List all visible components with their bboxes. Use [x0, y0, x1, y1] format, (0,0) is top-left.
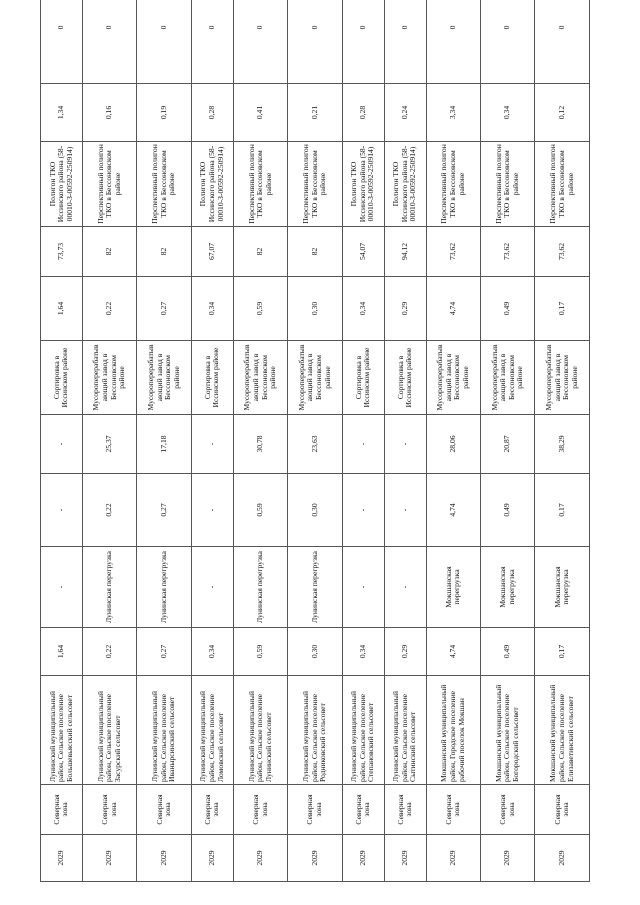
year-cell: 2029 — [342, 835, 384, 882]
year-cell: 2029 — [137, 835, 191, 882]
municipality-cell: Лунинский муниципальный район, Сельское поселение Ломовский сельсовет — [191, 676, 233, 785]
processing-mass-cell: 4,74 — [426, 277, 480, 341]
distance-to-processing-cell: 28,06 — [426, 415, 480, 474]
processing-mass-cell: 0,30 — [288, 277, 342, 341]
disposal-mass-cell: 0,19 — [137, 84, 191, 142]
processing-facility-cell: Сортировка в Иссинском районе — [384, 341, 426, 415]
table-row — [426, 0, 480, 882]
transfer-mass-cell: - — [342, 474, 384, 547]
disposal-site-cell: Полигон ТКО Иссинского района (58-00010-З-00592-250914) — [342, 142, 384, 227]
extra-value-cell: 0 — [481, 0, 535, 84]
disposal-site-cell: Перспективный полигон ТКО в Бессоновском районе — [82, 142, 136, 227]
table-row — [41, 0, 83, 882]
distance-to-processing-cell: - — [41, 415, 83, 474]
distance-to-disposal-cell: 73,73 — [41, 227, 83, 277]
table-row — [82, 0, 136, 882]
distance-to-disposal-cell: 67,07 — [191, 227, 233, 277]
distance-to-processing-cell: - — [342, 415, 384, 474]
zone-cell: Северная зона — [288, 785, 342, 835]
processing-facility-cell: Мусороперерабатывающий завод в Бессоновском районе — [481, 341, 535, 415]
municipality-cell: Лунинский муниципальный район, Сельское поселение Родниковский сельсовет — [288, 676, 342, 785]
distance-to-disposal-cell: 73,62 — [481, 227, 535, 277]
transfer-station-cell: Мокшанская перегрузка — [481, 547, 535, 628]
processing-mass-cell: 0,22 — [82, 277, 136, 341]
transfer-station-cell: Лунинская перегрузка — [288, 547, 342, 628]
transfer-station-cell: Лунинская перегрузка — [233, 547, 287, 628]
transfer-mass-cell: 0,22 — [82, 474, 136, 547]
processing-mass-cell: 0,59 — [233, 277, 287, 341]
processing-mass-cell: 0,34 — [342, 277, 384, 341]
year-cell: 2029 — [233, 835, 287, 882]
zone-cell: Северная зона — [535, 785, 590, 835]
disposal-mass-cell: 3,34 — [426, 84, 480, 142]
mass-cell: 0,17 — [535, 628, 590, 676]
transfer-station-cell: Лунинская перегрузка — [82, 547, 136, 628]
processing-mass-cell: 0,34 — [191, 277, 233, 341]
mass-cell: 0,59 — [233, 628, 287, 676]
table-row — [481, 0, 535, 882]
distance-to-disposal-cell: 73,62 — [426, 227, 480, 277]
zone-cell: Северная зона — [233, 785, 287, 835]
transfer-mass-cell: 0,17 — [535, 474, 590, 547]
zone-cell: Северная зона — [384, 785, 426, 835]
disposal-site-cell: Полигон ТКО Иссинского района (58-00010-З-00592-250914) — [384, 142, 426, 227]
extra-value-cell: 0 — [535, 0, 590, 84]
municipality-cell: Лунинский муниципальный район, Сельское поселение Степановский сельсовет — [342, 676, 384, 785]
transfer-mass-cell: - — [41, 474, 83, 547]
processing-mass-cell: 0,27 — [137, 277, 191, 341]
table-row — [342, 0, 384, 882]
transfer-mass-cell: - — [384, 474, 426, 547]
distance-to-disposal-cell: 82 — [137, 227, 191, 277]
processing-facility-cell: Мусороперерабатывающий завод в Бессоновском районе — [426, 341, 480, 415]
municipality-cell: Лунинский муниципальный район, Сельское поселение Лунинский сельсовет — [233, 676, 287, 785]
year-cell: 2029 — [481, 835, 535, 882]
zone-cell: Северная зона — [426, 785, 480, 835]
distance-to-processing-cell: - — [191, 415, 233, 474]
year-cell: 2029 — [82, 835, 136, 882]
disposal-site-cell: Полигон ТКО Иссинского района (58-00010-З-00592-250914) — [41, 142, 83, 227]
transfer-station-cell: Мокшанская перегрузка — [426, 547, 480, 628]
mass-cell: 0,34 — [342, 628, 384, 676]
processing-mass-cell: 1,64 — [41, 277, 83, 341]
disposal-site-cell: Перспективный полигон ТКО в Бессоновском районе — [426, 142, 480, 227]
zone-cell: Северная зона — [191, 785, 233, 835]
extra-value-cell: 0 — [384, 0, 426, 84]
distance-to-processing-cell: 23,63 — [288, 415, 342, 474]
extra-value-cell: 0 — [342, 0, 384, 84]
disposal-site-cell: Перспективный полигон ТКО в Бессоновском районе — [481, 142, 535, 227]
distance-to-disposal-cell: 82 — [82, 227, 136, 277]
transfer-mass-cell: 4,74 — [426, 474, 480, 547]
transfer-station-cell: - — [342, 547, 384, 628]
municipality-cell: Мокшанский муниципальный район, Городское поселение рабочий поселок Мокшан — [426, 676, 480, 785]
mass-cell: 0,29 — [384, 628, 426, 676]
municipality-cell: Лунинский муниципальный район, Сельское поселение Засурский сельсовет — [82, 676, 136, 785]
distance-to-processing-cell: 25,37 — [82, 415, 136, 474]
table-row — [288, 0, 342, 882]
distance-to-disposal-cell: 82 — [233, 227, 287, 277]
processing-facility-cell: Мусороперерабатывающий завод в Бессоновском районе — [535, 341, 590, 415]
year-cell: 2029 — [41, 835, 83, 882]
transfer-mass-cell: - — [191, 474, 233, 547]
year-cell: 2029 — [288, 835, 342, 882]
extra-value-cell: 0 — [137, 0, 191, 84]
disposal-mass-cell: 0,34 — [481, 84, 535, 142]
transfer-station-cell: Мокшанская перегрузка — [535, 547, 590, 628]
distance-to-processing-cell: - — [384, 415, 426, 474]
distance-to-processing-cell: 20,87 — [481, 415, 535, 474]
processing-mass-cell: 0,49 — [481, 277, 535, 341]
year-cell: 2029 — [535, 835, 590, 882]
zone-cell: Северная зона — [342, 785, 384, 835]
transfer-mass-cell: 0,59 — [233, 474, 287, 547]
disposal-mass-cell: 0,16 — [82, 84, 136, 142]
municipality-cell: Лунинский муниципальный район, Сельское поселение Сытинский сельсовет — [384, 676, 426, 785]
mass-cell: 0,49 — [481, 628, 535, 676]
transfer-station-cell: Лунинская перегрузка — [137, 547, 191, 628]
distance-to-disposal-cell: 54,07 — [342, 227, 384, 277]
disposal-site-cell: Перспективный полигон ТКО в Бессоновском районе — [288, 142, 342, 227]
year-cell: 2029 — [191, 835, 233, 882]
municipality-cell: Мокшанский муниципальный район, Сельское поселение Богородский сельсовет — [481, 676, 535, 785]
municipality-cell: Лунинский муниципальный район, Сельское поселение Иванырсинский сельсовет — [137, 676, 191, 785]
transfer-station-cell: - — [384, 547, 426, 628]
processing-facility-cell: Сортировка в Иссинском районе — [41, 341, 83, 415]
disposal-mass-cell: 0,28 — [342, 84, 384, 142]
table-row — [384, 0, 426, 882]
zone-cell: Северная зона — [137, 785, 191, 835]
zone-cell: Северная зона — [41, 785, 83, 835]
disposal-site-cell: Перспективный полигон ТКО в Бессоновском районе — [233, 142, 287, 227]
table-row — [535, 0, 590, 882]
table-row — [233, 0, 287, 882]
disposal-site-cell: Перспективный полигон ТКО в Бессоновском районе — [137, 142, 191, 227]
extra-value-cell: 0 — [41, 0, 83, 84]
year-cell: 2029 — [384, 835, 426, 882]
document-page — [40, 22, 590, 882]
transfer-station-cell: - — [191, 547, 233, 628]
processing-facility-cell: Сортировка в Иссинском районе — [191, 341, 233, 415]
extra-value-cell: 0 — [288, 0, 342, 84]
processing-facility-cell: Мусороперерабатывающий завод в Бессоновском районе — [82, 341, 136, 415]
extra-value-cell: 0 — [82, 0, 136, 84]
processing-mass-cell: 0,29 — [384, 277, 426, 341]
distance-to-disposal-cell: 73,62 — [535, 227, 590, 277]
extra-value-cell: 0 — [191, 0, 233, 84]
disposal-site-cell: Полигон ТКО Иссинского района (58-00010-З-00592-250914) — [191, 142, 233, 227]
mass-cell: 0,34 — [191, 628, 233, 676]
disposal-mass-cell: 0,24 — [384, 84, 426, 142]
zone-cell: Северная зона — [82, 785, 136, 835]
mass-cell: 0,27 — [137, 628, 191, 676]
year-cell: 2029 — [426, 835, 480, 882]
disposal-mass-cell: 0,41 — [233, 84, 287, 142]
distance-to-processing-cell: 38,29 — [535, 415, 590, 474]
disposal-mass-cell: 0,28 — [191, 84, 233, 142]
processing-mass-cell: 0,17 — [535, 277, 590, 341]
municipality-cell: Мокшанский муниципальный район, Сельское поселение Елизаветинский сельсовет — [535, 676, 590, 785]
distance-to-processing-cell: 17,18 — [137, 415, 191, 474]
table-row — [191, 0, 233, 882]
distance-to-disposal-cell: 82 — [288, 227, 342, 277]
municipality-cell: Лунинский муниципальный район, Сельское поселение Большевьясский сельсовет — [41, 676, 83, 785]
extra-value-cell: 0 — [426, 0, 480, 84]
rotated-table-wrapper — [40, 22, 590, 882]
mass-cell: 0,22 — [82, 628, 136, 676]
mass-cell: 4,74 — [426, 628, 480, 676]
disposal-site-cell: Перспективный полигон ТКО в Бессоновском районе — [535, 142, 590, 227]
distance-to-disposal-cell: 94,12 — [384, 227, 426, 277]
table-body — [41, 0, 590, 882]
waste-flow-table — [40, 0, 590, 882]
disposal-mass-cell: 0,21 — [288, 84, 342, 142]
transfer-mass-cell: 0,30 — [288, 474, 342, 547]
disposal-mass-cell: 0,12 — [535, 84, 590, 142]
transfer-station-cell: - — [41, 547, 83, 628]
transfer-mass-cell: 0,27 — [137, 474, 191, 547]
mass-cell: 0,30 — [288, 628, 342, 676]
distance-to-processing-cell: 30,78 — [233, 415, 287, 474]
processing-facility-cell: Мусороперерабатывающий завод в Бессоновском районе — [233, 341, 287, 415]
processing-facility-cell: Сортировка в Иссинском районе — [342, 341, 384, 415]
extra-value-cell: 0 — [233, 0, 287, 84]
disposal-mass-cell: 1,34 — [41, 84, 83, 142]
table-row — [137, 0, 191, 882]
transfer-mass-cell: 0,49 — [481, 474, 535, 547]
processing-facility-cell: Мусороперерабатывающий завод в Бессоновском районе — [137, 341, 191, 415]
processing-facility-cell: Мусороперерабатывающий завод в Бессоновском районе — [288, 341, 342, 415]
zone-cell: Северная зона — [481, 785, 535, 835]
mass-cell: 1,64 — [41, 628, 83, 676]
